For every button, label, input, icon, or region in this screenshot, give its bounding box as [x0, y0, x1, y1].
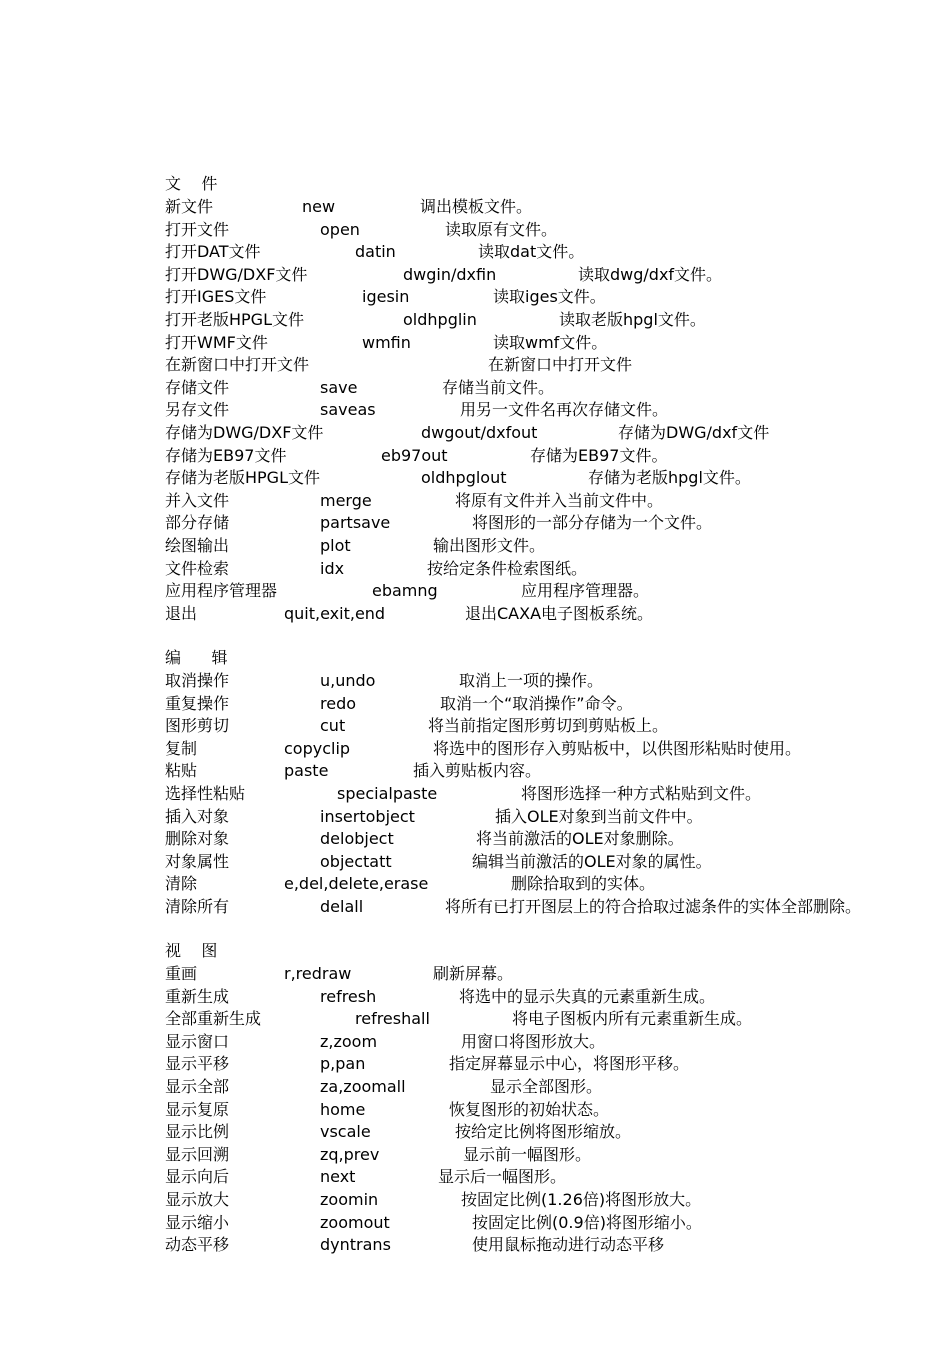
command-name: 存储文件 — [165, 377, 230, 397]
command-keyword: save — [320, 377, 358, 397]
command-keyword: open — [320, 219, 360, 239]
command-keyword: zq,prev — [320, 1144, 380, 1164]
command-keyword: u,undo — [320, 671, 376, 690]
command-keyword: vscale — [320, 1122, 371, 1142]
command-description: 读取wmf文件。 — [493, 332, 608, 352]
command-keyword: wmfin — [362, 332, 411, 352]
section-title: 编 辑 — [165, 648, 228, 667]
command-keyword: za,zoomall — [320, 1077, 406, 1096]
command-name: 对象属性 — [165, 851, 230, 871]
command-keyword: insertobject — [320, 806, 415, 826]
command-name: 打开IGES文件 — [165, 287, 267, 307]
command-name: 退出 — [165, 603, 198, 623]
command-keyword: redo — [320, 693, 357, 713]
command-description: 将原有文件并入当前文件中。 — [455, 490, 664, 510]
command-description: 读取iges文件。 — [493, 287, 606, 307]
command-keyword: home — [320, 1099, 366, 1119]
command-name: 图形剪切 — [165, 716, 230, 736]
command-name: 显示放大 — [165, 1190, 230, 1209]
command-name: 显示全部 — [165, 1077, 230, 1096]
command-keyword: z,zoom — [320, 1031, 378, 1051]
command-description: 存储为老版hpgl文件。 — [588, 468, 751, 488]
command-description: 输出图形文件。 — [433, 536, 546, 555]
command-keyword: new — [302, 197, 336, 216]
command-description: 调出模板文件。 — [420, 197, 533, 216]
command-keyword: objectatt — [320, 851, 392, 871]
command-description: 显示后一幅图形。 — [438, 1167, 567, 1187]
command-description: 恢复图形的初始状态。 — [449, 1099, 610, 1119]
command-description: 按给定比例将图形缩放。 — [455, 1122, 632, 1142]
section-title: 文 件 — [165, 174, 218, 193]
command-keyword: dyntrans — [320, 1235, 391, 1255]
command-name: 显示缩小 — [165, 1212, 230, 1232]
command-keyword: delall — [320, 897, 364, 916]
command-name: 粘贴 — [165, 761, 198, 781]
command-name: 选择性粘贴 — [165, 784, 246, 803]
command-keyword: merge — [320, 490, 372, 510]
command-name: 插入对象 — [165, 806, 230, 826]
command-description: 在新窗口中打开文件 — [488, 355, 633, 375]
command-keyword: paste — [284, 761, 329, 781]
command-keyword: next — [320, 1167, 356, 1187]
command-keyword: igesin — [362, 287, 410, 307]
command-description: 刷新屏幕。 — [433, 964, 514, 983]
command-name: 打开DAT文件 — [165, 242, 261, 262]
command-keyword: p,pan — [320, 1054, 366, 1074]
command-name: 打开DWG/DXF文件 — [165, 264, 308, 284]
command-keyword: dwgin/dxfin — [403, 264, 497, 284]
command-name: 重新生成 — [165, 986, 230, 1006]
command-name: 重复操作 — [165, 693, 230, 713]
command-description: 按固定比例(0.9倍)将图形缩小。 — [472, 1212, 702, 1232]
command-name: 打开老版HPGL文件 — [165, 310, 304, 329]
command-keyword: eb97out — [381, 445, 448, 465]
command-keyword: specialpaste — [337, 784, 438, 803]
command-name: 显示平移 — [165, 1054, 230, 1074]
command-description: 显示全部图形。 — [490, 1077, 603, 1096]
command-keyword: delobject — [320, 829, 394, 849]
command-description: 使用鼠标拖动进行动态平移 — [472, 1235, 665, 1255]
command-description: 存储为DWG/dxf文件 — [618, 423, 770, 442]
command-name: 清除所有 — [165, 897, 230, 916]
command-name: 显示比例 — [165, 1122, 230, 1142]
command-description: 按给定条件检索图纸。 — [427, 558, 588, 578]
command-description: 将选中的显示失真的元素重新生成。 — [459, 986, 716, 1006]
command-name: 打开文件 — [165, 219, 230, 239]
command-description: 存储当前文件。 — [442, 377, 555, 397]
command-description: 插入OLE对象到当前文件中。 — [495, 806, 703, 826]
command-name: 显示向后 — [165, 1167, 230, 1187]
command-description: 读取dwg/dxf文件。 — [578, 264, 723, 284]
command-description: 将电子图板内所有元素重新生成。 — [512, 1009, 753, 1029]
command-name: 全部重新生成 — [165, 1009, 262, 1029]
command-description: 删除拾取到的实体。 — [511, 874, 656, 894]
command-name: 绘图输出 — [165, 536, 230, 555]
command-keyword: saveas — [320, 400, 376, 420]
command-description: 将所有已打开图层上的符合拾取过滤条件的实体全部删除。 — [445, 897, 862, 916]
command-description: 用窗口将图形放大。 — [461, 1031, 606, 1051]
command-name: 重画 — [165, 964, 198, 983]
command-name: 显示回溯 — [165, 1144, 230, 1164]
command-name: 并入文件 — [165, 490, 230, 510]
command-name: 取消操作 — [165, 671, 230, 690]
command-name: 部分存储 — [165, 513, 230, 533]
command-description: 退出CAXA电子图板系统。 — [465, 603, 654, 623]
command-description: 将当前激活的OLE对象删除。 — [476, 829, 684, 849]
command-description: 用另一文件名再次存储文件。 — [460, 400, 669, 420]
command-description: 将图形选择一种方式粘贴到文件。 — [521, 784, 762, 803]
command-name: 在新窗口中打开文件 — [165, 355, 310, 375]
command-name: 复制 — [165, 738, 198, 758]
command-keyword: zoomout — [320, 1212, 390, 1232]
command-name: 新文件 — [165, 197, 214, 216]
command-name: 动态平移 — [165, 1235, 230, 1255]
section-title: 视 图 — [165, 941, 218, 960]
command-description: 将图形的一部分存储为一个文件。 — [472, 513, 713, 533]
command-name: 打开WMF文件 — [165, 332, 268, 352]
command-description: 取消一个“取消操作”命令。 — [440, 693, 633, 713]
command-keyword: cut — [320, 716, 346, 736]
command-keyword: ebamng — [372, 581, 438, 601]
command-description: 读取原有文件。 — [445, 219, 558, 239]
command-description: 读取老版hpgl文件。 — [559, 310, 706, 329]
command-description: 应用程序管理器。 — [521, 581, 650, 601]
command-description: 取消上一项的操作。 — [459, 671, 604, 690]
command-keyword: dwgout/dxfout — [421, 423, 538, 442]
command-keyword: r,redraw — [284, 964, 352, 983]
command-keyword: idx — [320, 558, 345, 578]
command-description: 指定屏幕显示中心，将图形平移。 — [449, 1054, 690, 1074]
command-keyword: datin — [355, 242, 396, 262]
command-description: 存储为EB97文件。 — [530, 445, 668, 465]
command-keyword: copyclip — [284, 738, 351, 758]
command-name: 另存文件 — [165, 400, 230, 420]
command-name: 清除 — [165, 874, 198, 894]
command-keyword: oldhpglin — [403, 310, 477, 329]
command-keyword: refresh — [320, 986, 377, 1006]
command-name: 显示窗口 — [165, 1031, 230, 1051]
command-keyword: plot — [320, 536, 351, 555]
command-keyword: oldhpglout — [421, 468, 507, 488]
command-name: 文件检索 — [165, 558, 230, 578]
command-description: 按固定比例(1.26倍)将图形放大。 — [461, 1190, 702, 1209]
command-name: 存储为老版HPGL文件 — [165, 468, 320, 488]
command-description: 显示前一幅图形。 — [463, 1144, 592, 1164]
command-name: 显示复原 — [165, 1099, 230, 1119]
command-description: 将选中的图形存入剪贴板中，以供图形粘贴时使用。 — [433, 738, 802, 758]
command-name: 存储为EB97文件 — [165, 445, 287, 465]
command-description: 编辑当前激活的OLE对象的属性。 — [472, 851, 712, 871]
command-name: 删除对象 — [165, 829, 230, 849]
command-name: 存储为DWG/DXF文件 — [165, 423, 324, 442]
command-keyword: quit,exit,end — [284, 603, 386, 623]
command-keyword: e,del,delete,erase — [284, 874, 429, 894]
command-description: 将当前指定图形剪切到剪贴板上。 — [428, 716, 669, 736]
command-keyword: partsave — [320, 513, 391, 533]
command-description: 读取dat文件。 — [478, 242, 585, 262]
command-keyword: zoomin — [320, 1190, 379, 1209]
command-keyword: refreshall — [355, 1009, 430, 1029]
command-description: 插入剪贴板内容。 — [413, 761, 542, 781]
command-name: 应用程序管理器 — [165, 581, 278, 601]
